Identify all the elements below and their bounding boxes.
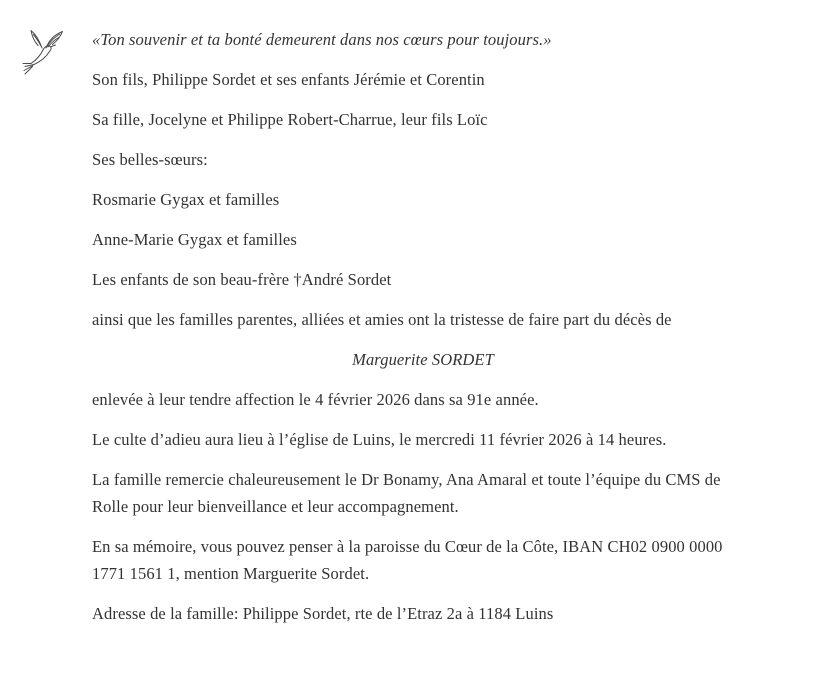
family-line-brother-in-law-children: Les enfants de son beau-frère †André Sordet	[92, 270, 392, 289]
family-line-closing: ainsi que les familles parentes, alliées et amies ont la tristesse de faire part du décès de	[92, 310, 672, 329]
family-line-rosmarie: Rosmarie Gygax et familles	[92, 190, 280, 209]
memorial-quote: «Ton souvenir et ta bonté demeurent dans nos cœurs pour toujours.»	[92, 30, 552, 49]
obituary-content	[92, 26, 754, 640]
donation-line: En sa mémoire, vous pouvez penser à la paroisse du Cœur de la Côte, IBAN CH02 0900 0000 1771 1561 1, mention Marguerite Sordet.	[92, 537, 723, 583]
service-line: Le culte d’adieu aura lieu à l’église de Luins, le mercredi 11 février 2026 à 14 heures.	[92, 430, 667, 449]
family-line-son: Son fils, Philippe Sordet et ses enfants Jérémie et Corentin	[92, 70, 485, 89]
death-date-line: enlevée à leur tendre affection le 4 février 2026 dans sa 91e année.	[92, 390, 539, 409]
family-line-sisters-in-law: Ses belles-sœurs:	[92, 150, 208, 169]
family-address-line: Adresse de la famille: Philippe Sordet, rte de l’Etraz 2a à 1184 Luins	[92, 604, 554, 623]
dove-icon	[16, 27, 68, 79]
deceased-name: Marguerite SORDET	[352, 350, 494, 369]
thanks-line: La famille remercie chaleureusement le Dr Bonamy, Ana Amaral et toute l’équipe du CMS de Rolle pour leur bienveillance et leur accompagnement.	[92, 470, 721, 516]
family-line-daughter: Sa fille, Jocelyne et Philippe Robert-Charrue, leur fils Loïc	[92, 110, 488, 129]
family-line-anne-marie: Anne-Marie Gygax et familles	[92, 230, 297, 249]
